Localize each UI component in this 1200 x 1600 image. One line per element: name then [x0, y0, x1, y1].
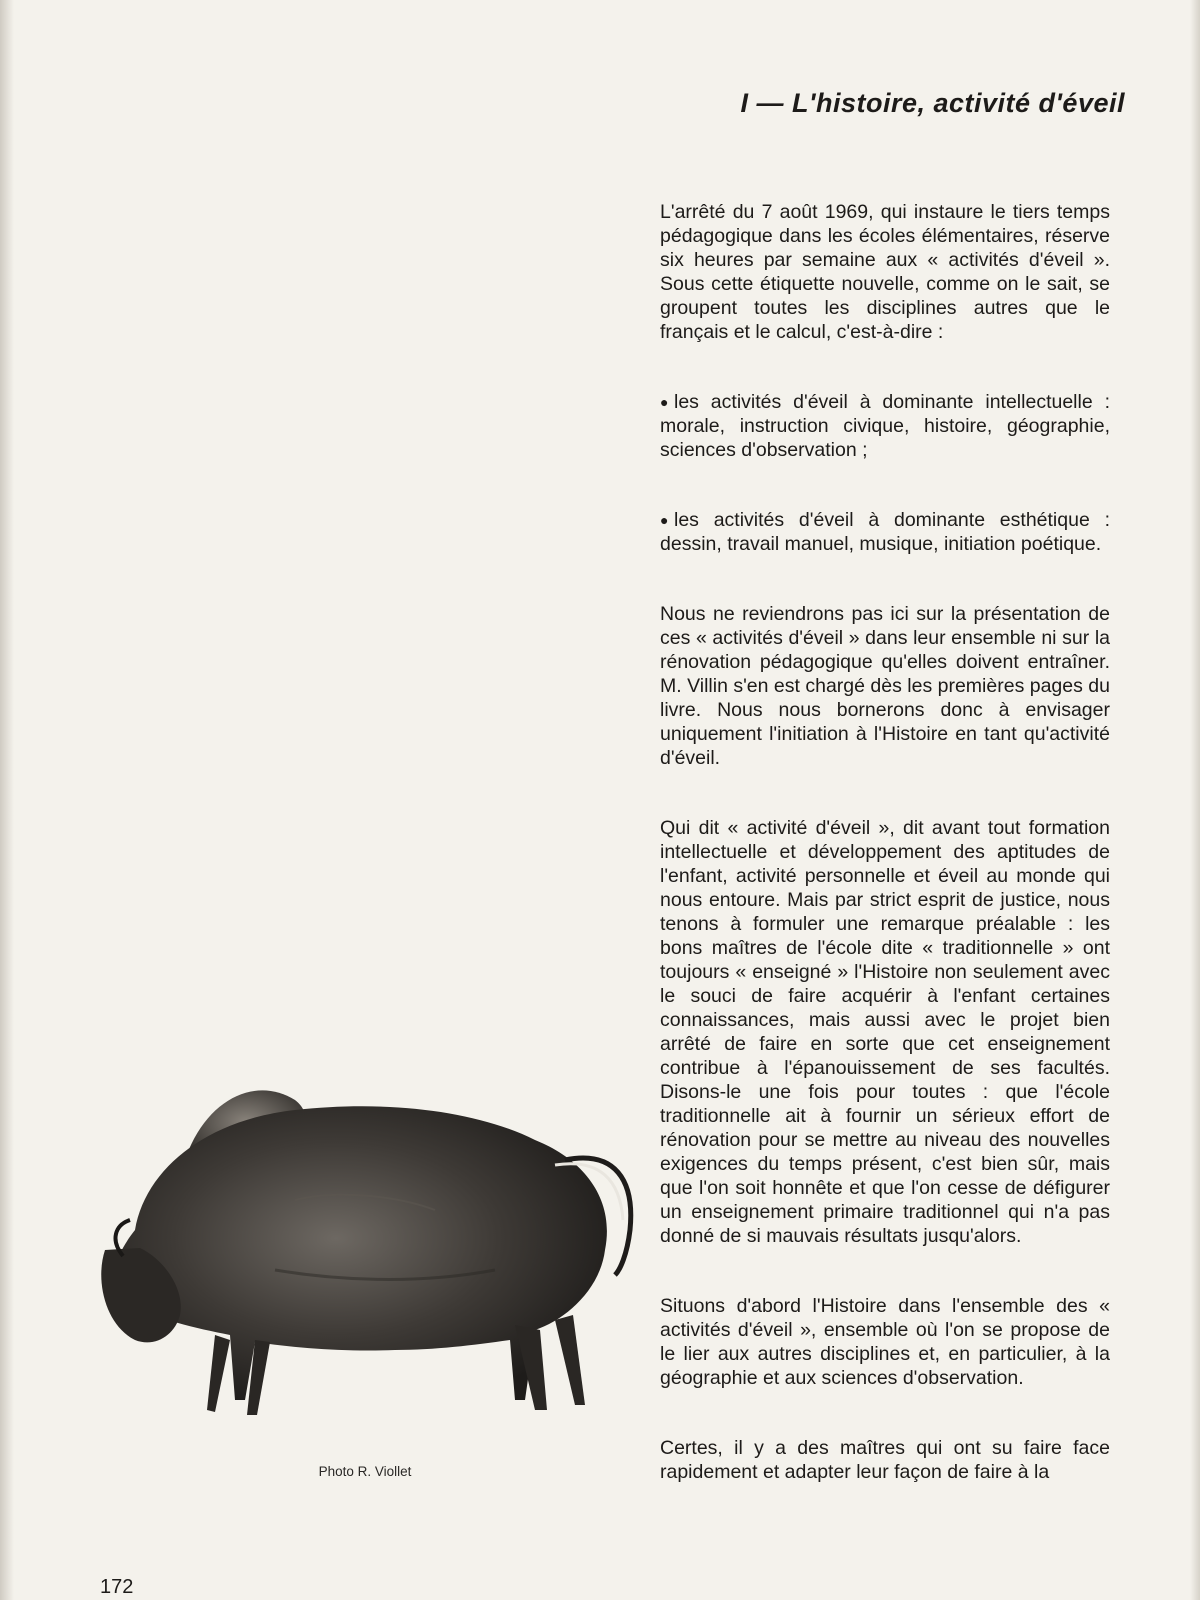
bison-illustration	[95, 1080, 645, 1450]
page-binding-edge	[0, 0, 14, 1600]
text-column	[660, 200, 1110, 1530]
bison-front-leg	[207, 1335, 230, 1412]
paragraph-certes: Certes, il y a des maîtres qui ont su faire face rapidement et adapter leur façon de faire à la	[660, 1437, 1110, 1483]
bullet-icon: ●	[660, 512, 669, 528]
bullet-item-intellectual	[660, 390, 1110, 462]
bullet-text: les activités d'éveil à dominante esthétique : dessin, travail manuel, musique, initiation poétique.	[660, 509, 1110, 555]
page-right-edge	[1190, 0, 1200, 1600]
bison-rear-leg	[555, 1315, 585, 1405]
paragraph-presentation: Nous ne reviendrons pas ici sur la présentation de ces « activités d'éveil » dans leur ensemble ni sur la rénovation pédagogique qu'elles doivent entraîner. M. Villin s'en est chargé dès les premières pages du livre. Nous nous bornerons donc à envisager uniquement l'initiation à l'Histoire en tant qu'activité d'éveil.	[660, 603, 1110, 769]
bullet-icon: ●	[660, 394, 669, 410]
paragraph-intro: L'arrêté du 7 août 1969, qui instaure le tiers temps pédagogique dans les écoles élémentaires, réserve six heures par semaine aux « activités d'éveil ». Sous cette étiquette nouvelle, comme on le sait, se groupent toutes les disciplines autres que le français et le calcul, c'est-à-dire :	[660, 201, 1110, 343]
bullet-text: les activités d'éveil à dominante intellectuelle : morale, instruction civique, histoire, géographie, sciences d'observation ;	[660, 391, 1110, 461]
photo-caption: Photo R. Viollet	[318, 1464, 412, 1479]
paragraph-activite-eveil: Qui dit « activité d'éveil », dit avant tout formation intellectuelle et développement des aptitudes de l'enfant, activité personnelle et éveil au monde qui nous entoure. Mais par strict esprit de justice, nous tenons à formuler une remarque préalable : les bons maîtres de l'école dite « traditionnelle » ont toujours « enseigné » l'Histoire non seulement avec le souci de faire acquérir à l'enfant certaines connaissances, mais aussi avec le projet bien arrêté de faire en sorte que cet enseignement contribue à l'épanouissement de ses facultés. Disons-le une fois pour toutes : que l'école traditionnelle ait à fournir un sérieux effort de rénovation pour se mettre au niveau des nouvelles exigences du temps présent, c'est bien sûr, mais que l'on soit honnête et que l'on cesse de défigurer un enseignement primaire traditionnel qui n'a pas donné de si mauvais résultats jusqu'alors.	[660, 817, 1110, 1247]
bullet-item-aesthetic	[660, 508, 1110, 556]
section-heading: I — L'histoire, activité d'éveil	[740, 88, 1125, 118]
paragraph-situons: Situons d'abord l'Histoire dans l'ensemble des « activités d'éveil », ensemble où l'on se propose de le lier aux autres disciplines et, en particulier, à la géographie et aux sciences d'observation.	[660, 1295, 1110, 1389]
page-number: 172	[100, 1576, 134, 1598]
